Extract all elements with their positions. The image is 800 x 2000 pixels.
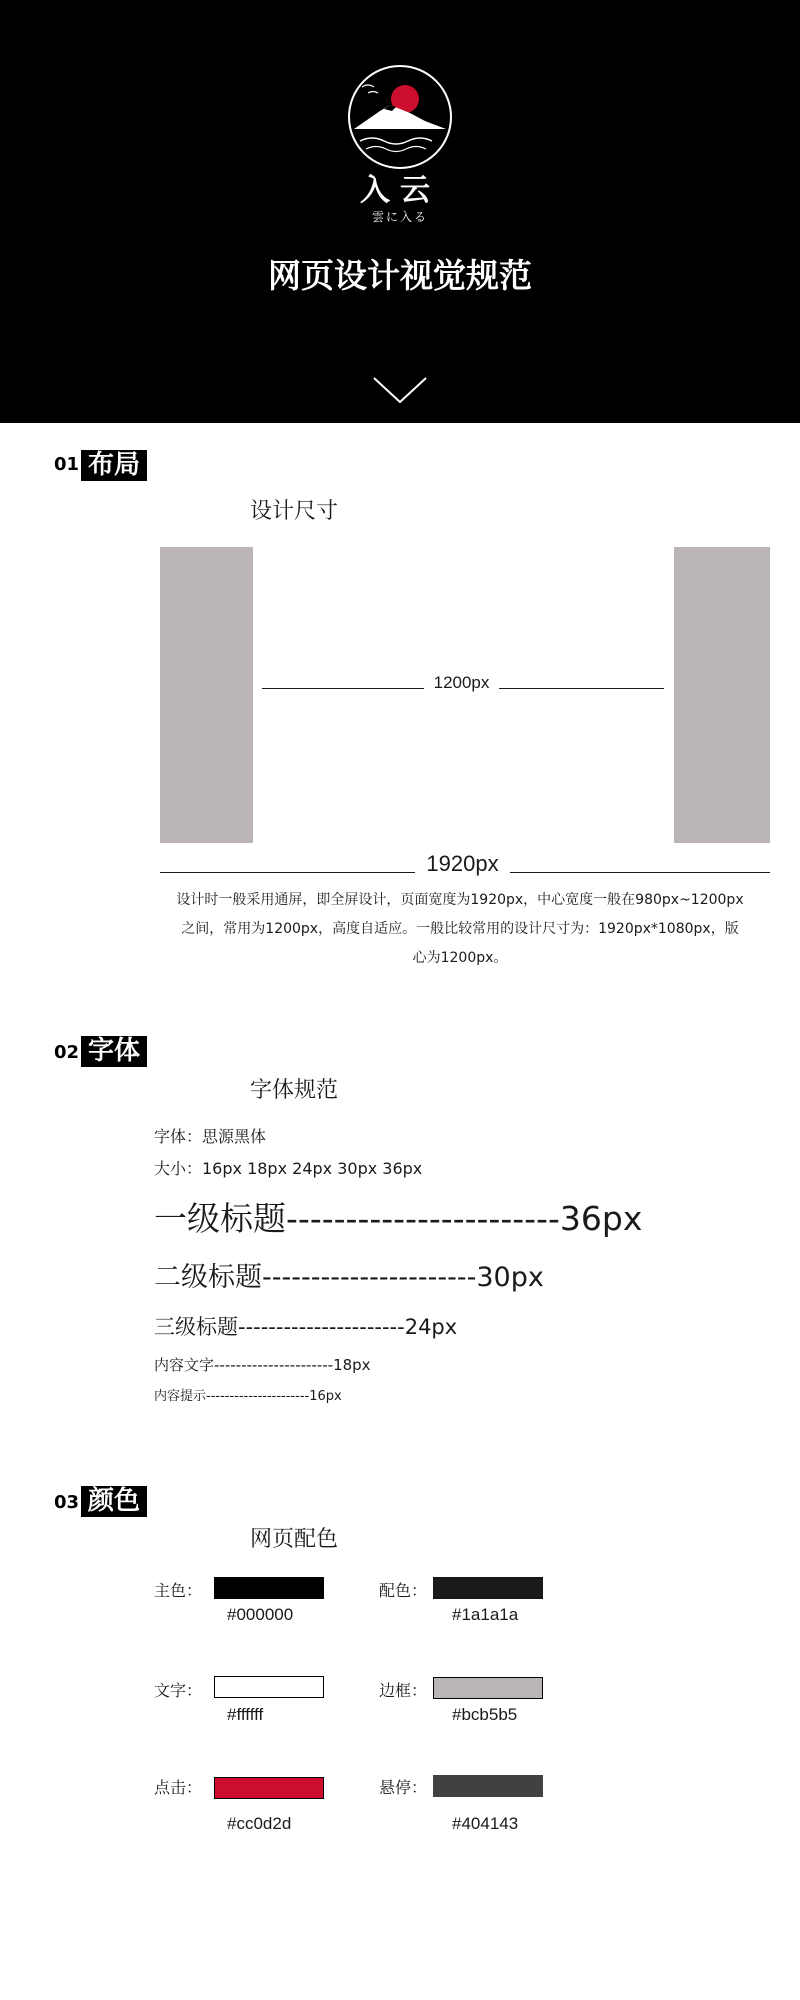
center-width-label: 1200px <box>433 673 490 692</box>
brand-name: 入云 <box>360 173 440 208</box>
center-width-line-left <box>262 688 424 689</box>
click-color-swatch <box>214 1777 324 1799</box>
font-size-line: 大小：16px 18px 24px 30px 36px <box>154 1159 423 1178</box>
primary-color-label: 主色： <box>154 1581 203 1600</box>
section-label-font: 字体 <box>81 1036 147 1067</box>
full-width-line-right <box>510 872 770 873</box>
border-color-label: 边框： <box>379 1681 428 1700</box>
header-banner <box>0 0 800 423</box>
section-label-layout: 布局 <box>81 450 147 481</box>
brand-subtitle: 雲に入る <box>371 210 428 224</box>
click-color-hex: #cc0d2d <box>227 1814 292 1833</box>
logo-mountain-icon <box>348 65 452 169</box>
right-margin-block <box>674 547 770 843</box>
text-color-hex: #ffffff <box>227 1705 264 1724</box>
layout-desc-line-1: 设计时一般采用通屏，即全屏设计，页面宽度为1920px，中心宽度一般在980px~1200px <box>176 892 744 908</box>
secondary-color-swatch <box>433 1577 543 1599</box>
left-margin-block <box>160 547 253 843</box>
text-color-label: 文字： <box>154 1681 203 1700</box>
section-label-color: 颜色 <box>81 1486 147 1517</box>
border-color-hex: #bcb5b5 <box>452 1705 518 1724</box>
full-width-line-left <box>160 872 415 873</box>
hover-color-label: 悬停： <box>379 1778 428 1797</box>
color-subtitle: 网页配色 <box>250 1527 339 1552</box>
heading-3-sample: 三级标题----------------------24px <box>154 1315 458 1339</box>
chevron-down-icon[interactable] <box>370 372 430 410</box>
hover-color-hex: #404143 <box>452 1814 519 1833</box>
section-number-01: 01 <box>54 454 80 475</box>
section-number-03: 03 <box>54 1492 80 1513</box>
layout-desc-line-3: 心为1200px。 <box>412 950 508 966</box>
layout-subtitle: 设计尺寸 <box>250 499 339 524</box>
center-width-line-right <box>499 688 664 689</box>
layout-description <box>140 886 780 973</box>
font-family-line: 字体：思源黑体 <box>154 1127 267 1146</box>
heading-1-sample: 一级标题-----------------------36px <box>154 1199 643 1238</box>
content-hint-sample: 内容提示----------------------16px <box>154 1389 342 1404</box>
border-color-swatch <box>433 1677 543 1699</box>
secondary-color-hex: #1a1a1a <box>452 1605 519 1624</box>
click-color-label: 点击： <box>154 1778 203 1797</box>
heading-2-sample: 二级标题----------------------30px <box>154 1262 544 1293</box>
text-color-swatch <box>214 1676 324 1698</box>
hover-color-swatch <box>433 1775 543 1797</box>
content-text-sample: 内容文字----------------------18px <box>154 1356 371 1374</box>
secondary-color-label: 配色： <box>379 1581 428 1600</box>
section-number-02: 02 <box>54 1042 80 1063</box>
primary-color-swatch <box>214 1577 324 1599</box>
layout-desc-line-2: 之间，常用为1200px，高度自适应。一般比较常用的设计尺寸为：1920px*1080px，版 <box>181 921 739 937</box>
page-title: 网页设计视觉规范 <box>268 256 532 295</box>
primary-color-hex: #000000 <box>227 1605 294 1624</box>
full-width-label: 1920px <box>426 851 499 876</box>
font-subtitle: 字体规范 <box>250 1078 339 1103</box>
